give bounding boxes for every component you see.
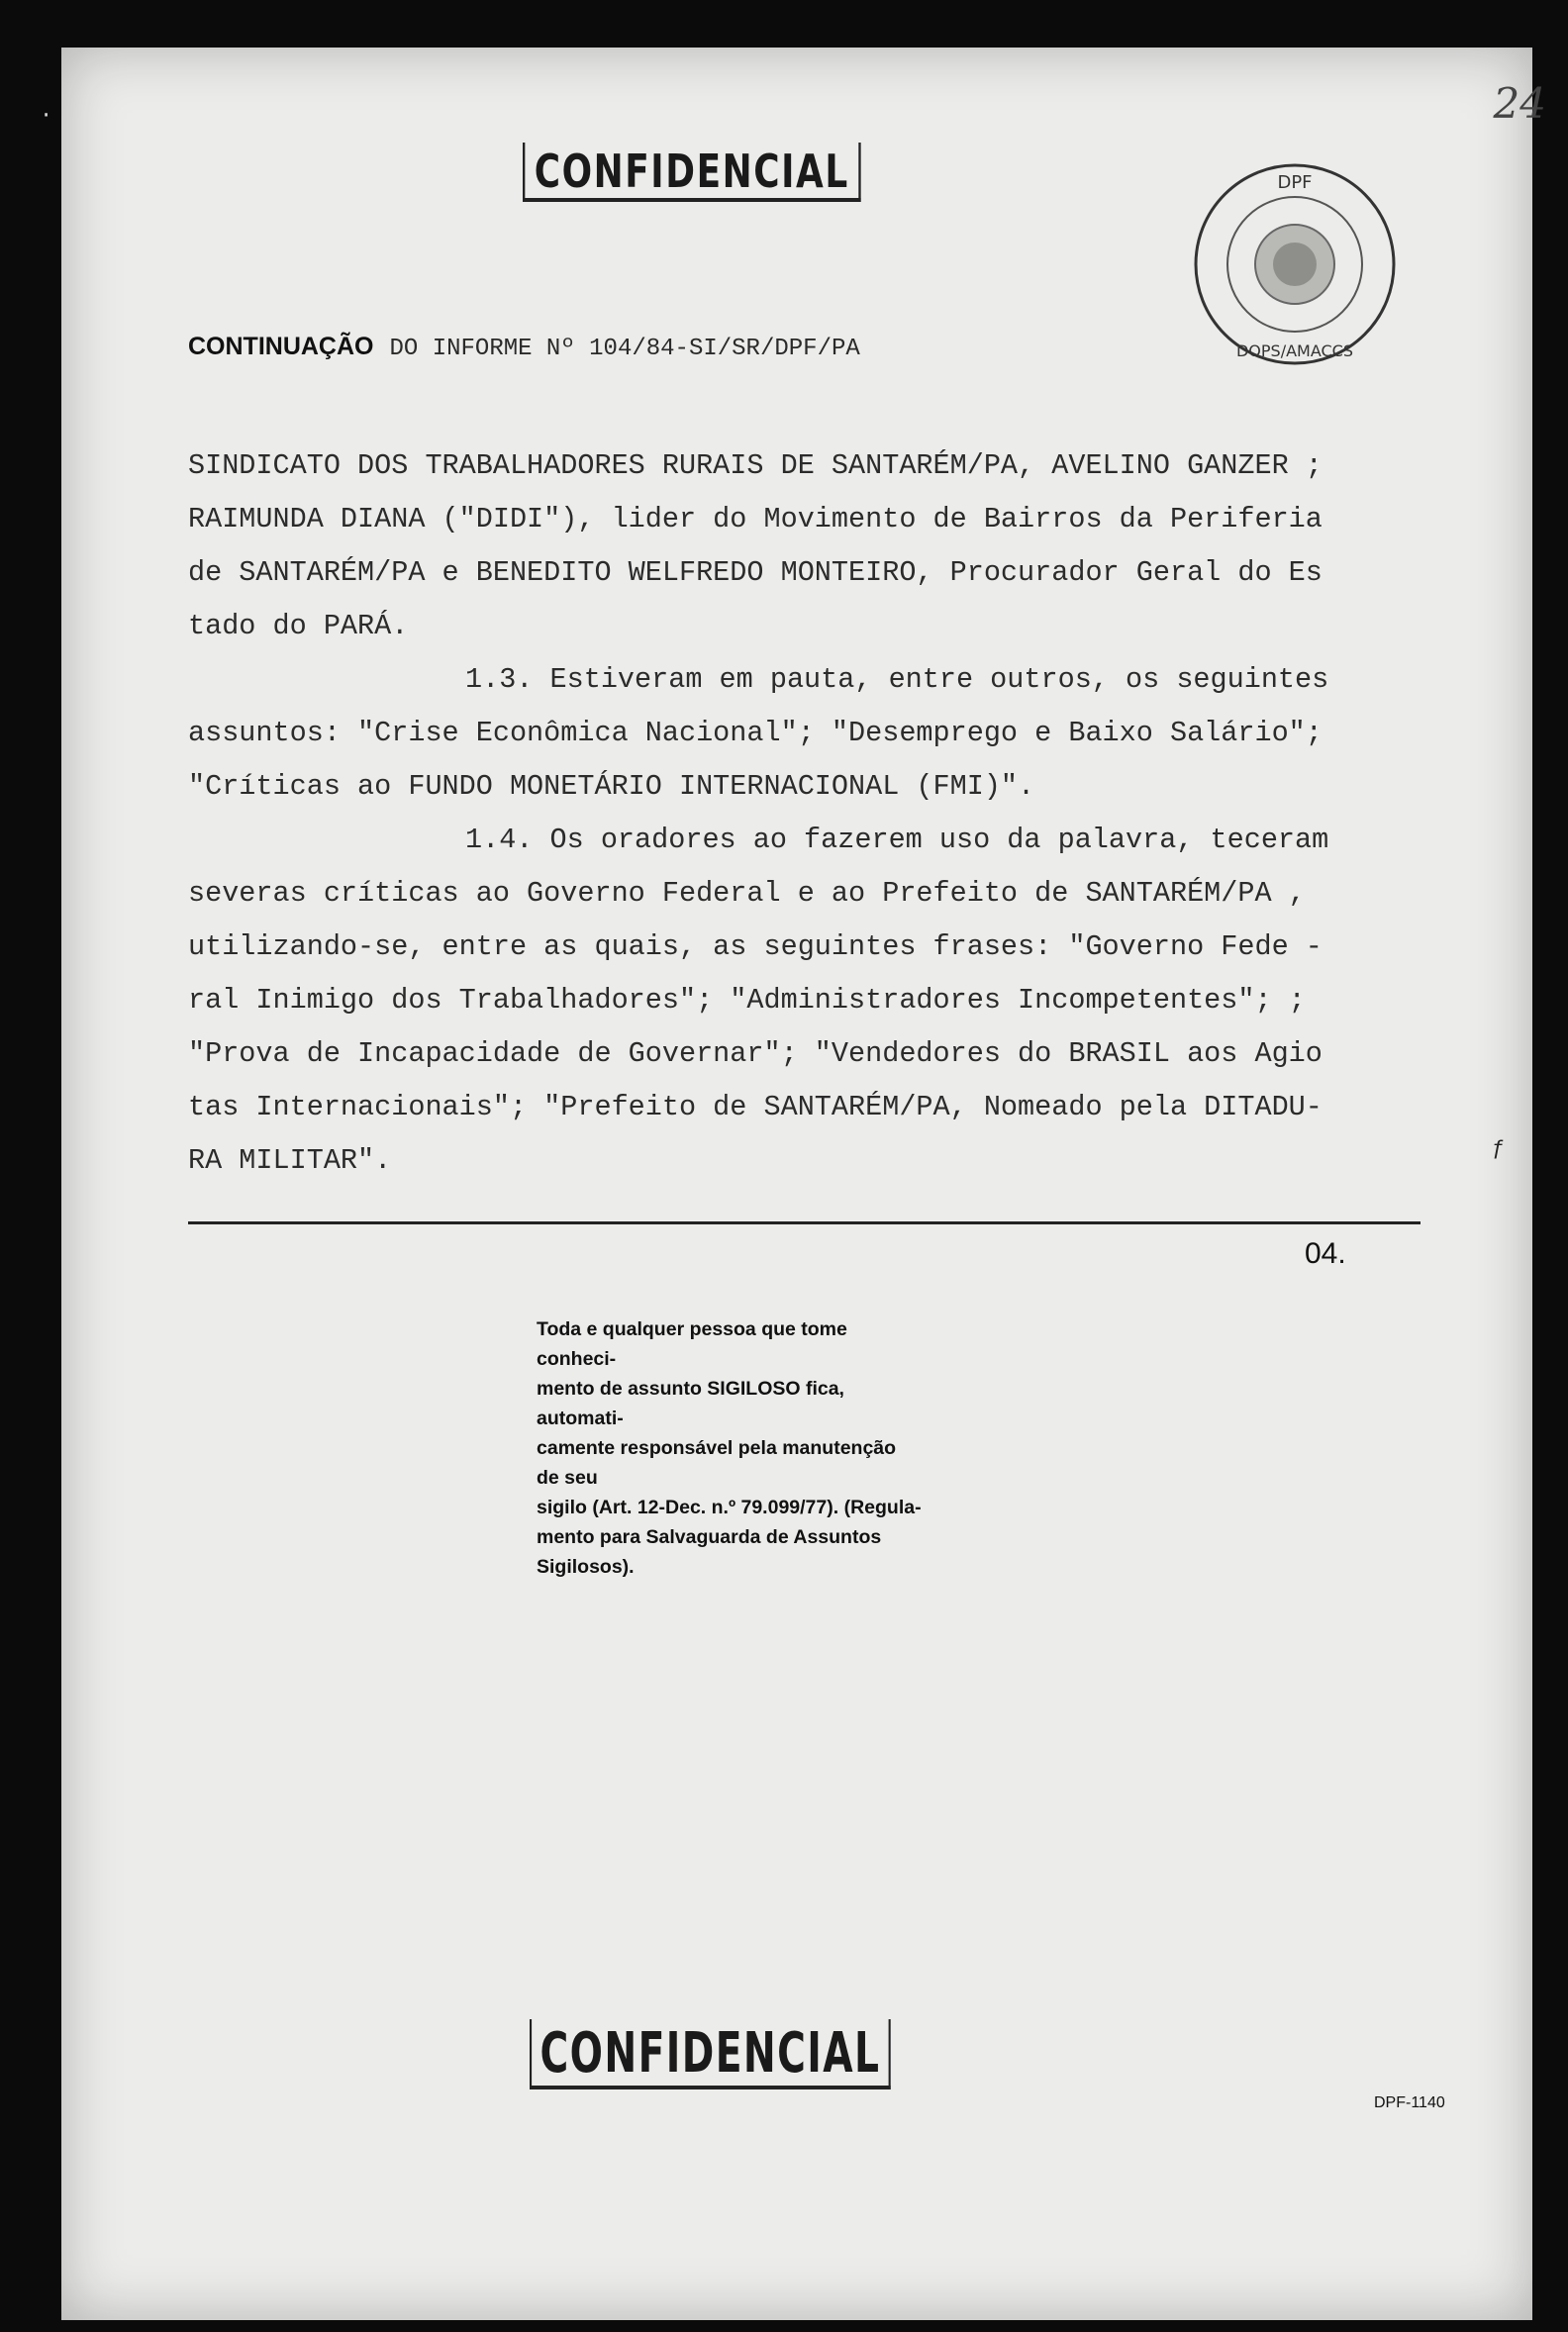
notice-line: mento de assunto SIGILOSO fica, automati-: [537, 1378, 844, 1429]
continuation-reference: DO INFORME Nº 104/84-SI/SR/DPF/PA: [389, 336, 860, 362]
paragraph-1-4-line: RA MILITAR".: [188, 1144, 392, 1177]
paragraph-1-4-line: utilizando-se, entre as quais, as seguintes frases: "Governo Fede -: [188, 930, 1323, 963]
scan-speck: ƒ: [1492, 1136, 1506, 1161]
notice-line: camente responsável pela manutenção de seu: [537, 1437, 897, 1489]
confidential-stamp-bottom: CONFIDENCIAL: [530, 2019, 891, 2089]
paragraph-1-4-line: "Prova de Incapacidade de Governar"; "Vendedores do BRASIL aos Agio: [188, 1037, 1323, 1070]
paragraph-1-3-line: assuntos: "Crise Econômica Nacional"; "Desemprego e Baixo Salário";: [188, 717, 1323, 749]
body-line: SINDICATO DOS TRABALHADORES RURAIS DE SANTARÉM/PA, AVELINO GANZER ;: [188, 449, 1323, 482]
document-body: [188, 439, 1421, 1188]
continuation-header: [188, 333, 860, 362]
paragraph-1-4-line: tas Internacionais"; "Prefeito de SANTARÉM/PA, Nomeado pela DITADU-: [188, 1091, 1323, 1123]
paragraph-1-3-line: "Críticas ao FUNDO MONETÁRIO INTERNACIONAL (FMI)".: [188, 770, 1035, 803]
form-code: DPF-1140: [1374, 2094, 1445, 2111]
continuation-label: CONTINUAÇÃO: [188, 333, 374, 360]
official-seal-icon: [1189, 158, 1401, 370]
body-line: RAIMUNDA DIANA ("DIDI"), lider do Movimento de Bairros da Periferia: [188, 503, 1323, 535]
horizontal-rule: [188, 1221, 1421, 1224]
body-line: tado do PARÁ.: [188, 610, 409, 642]
paragraph-1-4-line: ral Inimigo dos Trabalhadores"; "Administradores Incompetentes"; ;: [188, 984, 1306, 1017]
paragraph-1-4-line: 1.4. Os oradores ao fazerem uso da palavra, teceram: [465, 824, 1329, 856]
notice-line: sigilo (Art. 12-Dec. n.º 79.099/77). (Regula-: [537, 1497, 922, 1518]
handwritten-page-number: 24: [1493, 79, 1546, 128]
scan-speck: ·: [40, 103, 53, 128]
notice-line: mento para Salvaguarda de Assuntos Sigilosos).: [537, 1526, 882, 1578]
seal-bottom-text: DOPS/AMACCS: [1235, 341, 1354, 360]
body-line: de SANTARÉM/PA e BENEDITO WELFREDO MONTEIRO, Procurador Geral do Es: [188, 556, 1323, 589]
confidential-stamp-top: CONFIDENCIAL: [523, 143, 860, 202]
notice-line: Toda e qualquer pessoa que tome conheci-: [537, 1318, 847, 1370]
paragraph-1-3-line: 1.3. Estiveram em pauta, entre outros, os seguintes: [465, 663, 1329, 696]
secrecy-notice: [537, 1314, 923, 1582]
paragraph-1-4-line: severas críticas ao Governo Federal e ao Prefeito de SANTARÉM/PA ,: [188, 877, 1306, 910]
page-number: 04.: [1305, 1237, 1346, 1270]
seal-top-text: DPF: [1277, 172, 1313, 193]
